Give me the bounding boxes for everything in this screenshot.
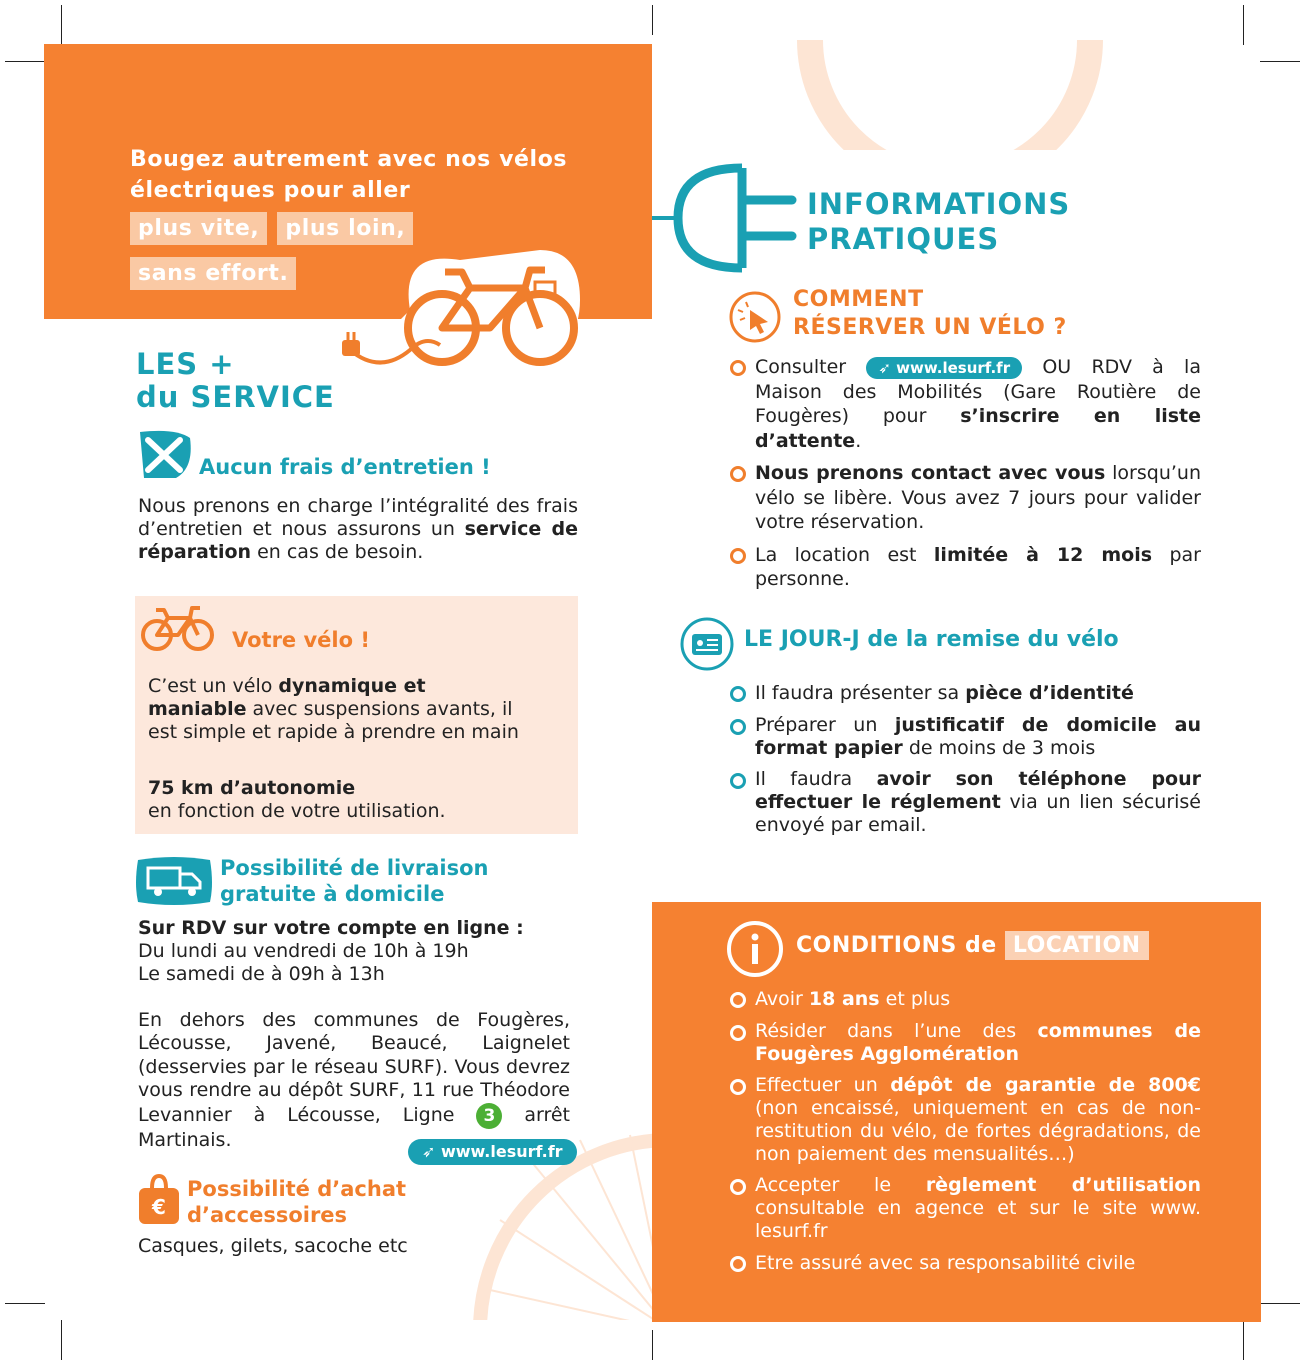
condition-2	[730, 1020, 1201, 1066]
condition-4-post: consultable en agence et sur le site www. lesurf.fr	[755, 1196, 1201, 1242]
info-icon	[726, 920, 784, 978]
bullet-dot	[730, 992, 746, 1008]
condition-2-bold: communes de Fougères Agglomération	[755, 1019, 1201, 1065]
info-heading	[807, 187, 1070, 257]
condition-1	[730, 987, 1201, 1012]
maintenance-text	[138, 495, 578, 564]
conditions-title	[796, 931, 1149, 960]
delivery-hours-bold: Sur RDV sur votre compte en ligne :	[138, 917, 524, 939]
reserve-step-3	[730, 543, 1201, 592]
electric-bike-icon	[340, 240, 585, 375]
accessories-text: Casques, gilets, sacoche etc	[138, 1235, 408, 1257]
bullet-dot	[730, 719, 746, 735]
bus-line-badge: 3	[476, 1103, 502, 1129]
condition-1-bold: 18 ans	[808, 988, 880, 1010]
lesurf-link-inline[interactable]: ➶ www.lesurf.fr	[866, 357, 1022, 379]
bullet-dot	[730, 1025, 746, 1041]
maintenance-title: Aucun frais d’entretien !	[199, 455, 491, 479]
hero-line-1: Bougez autrement avec nos vélos	[130, 147, 568, 172]
conditions-list	[730, 987, 1201, 1283]
delivery-truck-icon	[134, 854, 214, 906]
maintenance-text-2: en cas de besoin.	[251, 541, 424, 563]
reserve-step-2-bold: Nous prenons contact avec vous	[755, 462, 1106, 484]
condition-3-bold: dépôt de garantie de 800€	[890, 1073, 1201, 1096]
hero-line-2: électriques pour aller	[130, 178, 411, 203]
svg-text:€: €	[152, 1195, 166, 1219]
bike-title: Votre vélo !	[232, 628, 370, 652]
bullet-dot	[730, 1079, 746, 1095]
depot-stop: arrêt Martinais.	[138, 1103, 570, 1151]
bike-description	[148, 675, 528, 744]
jourj-item-2-post: de moins de 3 mois	[902, 736, 1096, 759]
bullet-dot	[730, 1179, 746, 1195]
bullet-dot	[730, 360, 746, 376]
reserve-step-2	[730, 461, 1201, 535]
service-heading-line-1: LES +	[136, 347, 235, 381]
condition-5-text: Etre assuré avec sa responsabilité civile	[755, 1251, 1136, 1274]
accessories-title-2: d’accessoires	[187, 1203, 348, 1227]
autonomy-text: en fonction de votre utilisation.	[148, 800, 446, 822]
reserve-step-3-post: par personne.	[755, 543, 1201, 590]
jourj-list	[730, 681, 1201, 845]
plug-icon	[652, 160, 802, 280]
condition-3-post: (non encaissé, uniquement en cas de non-restitution du vélo, de fortes dégradations, de non paiement des mensualités…)	[755, 1096, 1201, 1165]
maintenance-bold: service de réparation	[138, 518, 579, 563]
condition-5	[730, 1251, 1201, 1276]
reserve-title-1: COMMENT	[793, 287, 924, 312]
jourj-title: LE JOUR-J de la remise du vélo	[744, 627, 1119, 652]
jourj-item-1-bold: pièce d’identité	[965, 682, 1134, 704]
condition-3	[730, 1074, 1201, 1166]
crop-mark	[1243, 1320, 1244, 1360]
info-heading-1: INFORMATIONS	[807, 187, 1071, 221]
crop-mark	[5, 1303, 45, 1304]
reserve-step-1-end: .	[855, 429, 862, 452]
reserve-step-1-bold: s’inscrire en liste d’attente	[755, 405, 1201, 452]
hero-highlight-3: sans effort.	[130, 257, 296, 290]
bike-text-2: avec suspensions avants, il est simple et rapide à prendre en main	[148, 698, 519, 743]
tools-icon	[136, 428, 194, 480]
accessories-title	[187, 1176, 406, 1228]
condition-2-pre: Résider dans l’une des	[755, 1019, 1038, 1042]
jourj-item-1-pre: Il faudra présenter sa	[755, 682, 966, 704]
service-heading	[136, 348, 335, 414]
click-cursor-icon	[728, 290, 782, 344]
reserve-step-1	[730, 355, 1201, 453]
jourj-item-2-pre: Préparer un	[755, 713, 895, 736]
delivery-depot-text	[138, 1009, 570, 1152]
crop-mark	[1260, 61, 1300, 62]
condition-4-bold: règlement d’utilisation	[925, 1173, 1201, 1196]
bike-text-1: C’est un vélo	[148, 675, 279, 697]
delivery-title-1: Possibilité de livraison	[220, 856, 489, 880]
shopping-bag-icon	[136, 1172, 182, 1226]
reserve-step-3-bold: limitée à 12 mois	[933, 543, 1153, 566]
reserve-title	[793, 286, 1067, 342]
jourj-item-2-bold: justificatif de domicile au format papier	[755, 713, 1202, 759]
reserve-title-2: RÉSERVER UN VÉLO ?	[793, 315, 1067, 340]
depot-text: En dehors des communes de Fougères, Lécousse, Javené, Beaucé, Laignelet (desservies par le réseau SURF). Vous devrez vous rendre au dépôt SURF, 11 rue Théodore Levannier à Lécousse, Ligne	[138, 1009, 570, 1126]
hero-highlight-2: plus loin,	[277, 212, 413, 245]
lesurf-link-inline-label: www.lesurf.fr	[896, 359, 1011, 377]
delivery-hours	[138, 917, 578, 986]
delivery-saturday: Le samedi de à 09h à 13h	[138, 963, 385, 985]
jourj-item-3-post: via un lien sécurisé envoyé par email.	[755, 790, 1201, 836]
decorative-wheel-arc	[790, 0, 1110, 150]
reserve-step-3-pre: La location est	[755, 543, 934, 566]
bike-bold-1: dynamique et maniable	[148, 675, 426, 720]
jourj-item-1	[730, 681, 1201, 706]
crop-mark	[652, 5, 653, 35]
autonomy-bold: 75 km d’autonomie	[148, 777, 356, 799]
bullet-dot	[730, 1256, 746, 1272]
crop-mark	[1260, 1303, 1300, 1304]
crop-mark	[61, 1320, 62, 1360]
condition-3-pre: Effectuer un	[755, 1073, 891, 1096]
condition-4-pre: Accepter le	[755, 1173, 926, 1196]
jourj-item-3-pre: Il faudra	[755, 767, 877, 790]
crop-mark	[1243, 5, 1244, 45]
bullet-dot	[730, 548, 746, 564]
reserve-step-1-post: OU RDV à la Maison des Mobilités (Gare Routière de Fougères) pour	[755, 356, 1201, 427]
condition-1-post: et plus	[879, 988, 951, 1010]
jourj-item-3	[730, 768, 1201, 837]
condition-1-pre: Avoir	[755, 988, 809, 1010]
delivery-title-2: gratuite à domicile	[220, 882, 445, 906]
bullet-dot	[730, 686, 746, 702]
info-heading-2: PRATIQUES	[807, 222, 1000, 256]
jourj-item-3-bold: avoir son téléphone pour effectuer le réglement	[755, 767, 1201, 813]
conditions-title-text: CONDITIONS de	[796, 933, 997, 958]
accessories-title-1: Possibilité d’achat	[187, 1177, 407, 1201]
jourj-item-2	[730, 714, 1201, 760]
bike-autonomy	[148, 777, 548, 823]
hero-highlight-1: plus vite,	[130, 212, 267, 245]
bike-icon	[140, 602, 216, 654]
delivery-weekday: Du lundi au vendredi de 10h à 19h	[138, 940, 469, 962]
reserve-step-2-rest: lorsqu’un vélo se libère. Vous avez 7 jours pour valider votre réservation.	[755, 462, 1201, 533]
bullet-dot	[730, 466, 746, 482]
id-card-icon	[679, 616, 735, 672]
conditions-title-highlight: LOCATION	[1005, 931, 1149, 960]
lesurf-link-label: www.lesurf.fr	[440, 1142, 563, 1161]
crop-mark	[5, 61, 45, 62]
maintenance-text-1: Nous prenons en charge l’intégralité des frais d’entretien et nous assurons un	[138, 495, 578, 540]
service-heading-line-2: du SERVICE	[136, 380, 335, 414]
crop-mark	[61, 5, 62, 45]
crop-mark	[652, 1330, 653, 1360]
bullet-dot	[730, 773, 746, 789]
reserve-list	[730, 355, 1201, 600]
reserve-step-1-pre: Consulter	[755, 356, 867, 378]
delivery-title	[220, 855, 489, 907]
condition-4	[730, 1174, 1201, 1243]
lesurf-link[interactable]: ➶ www.lesurf.fr	[408, 1139, 577, 1165]
